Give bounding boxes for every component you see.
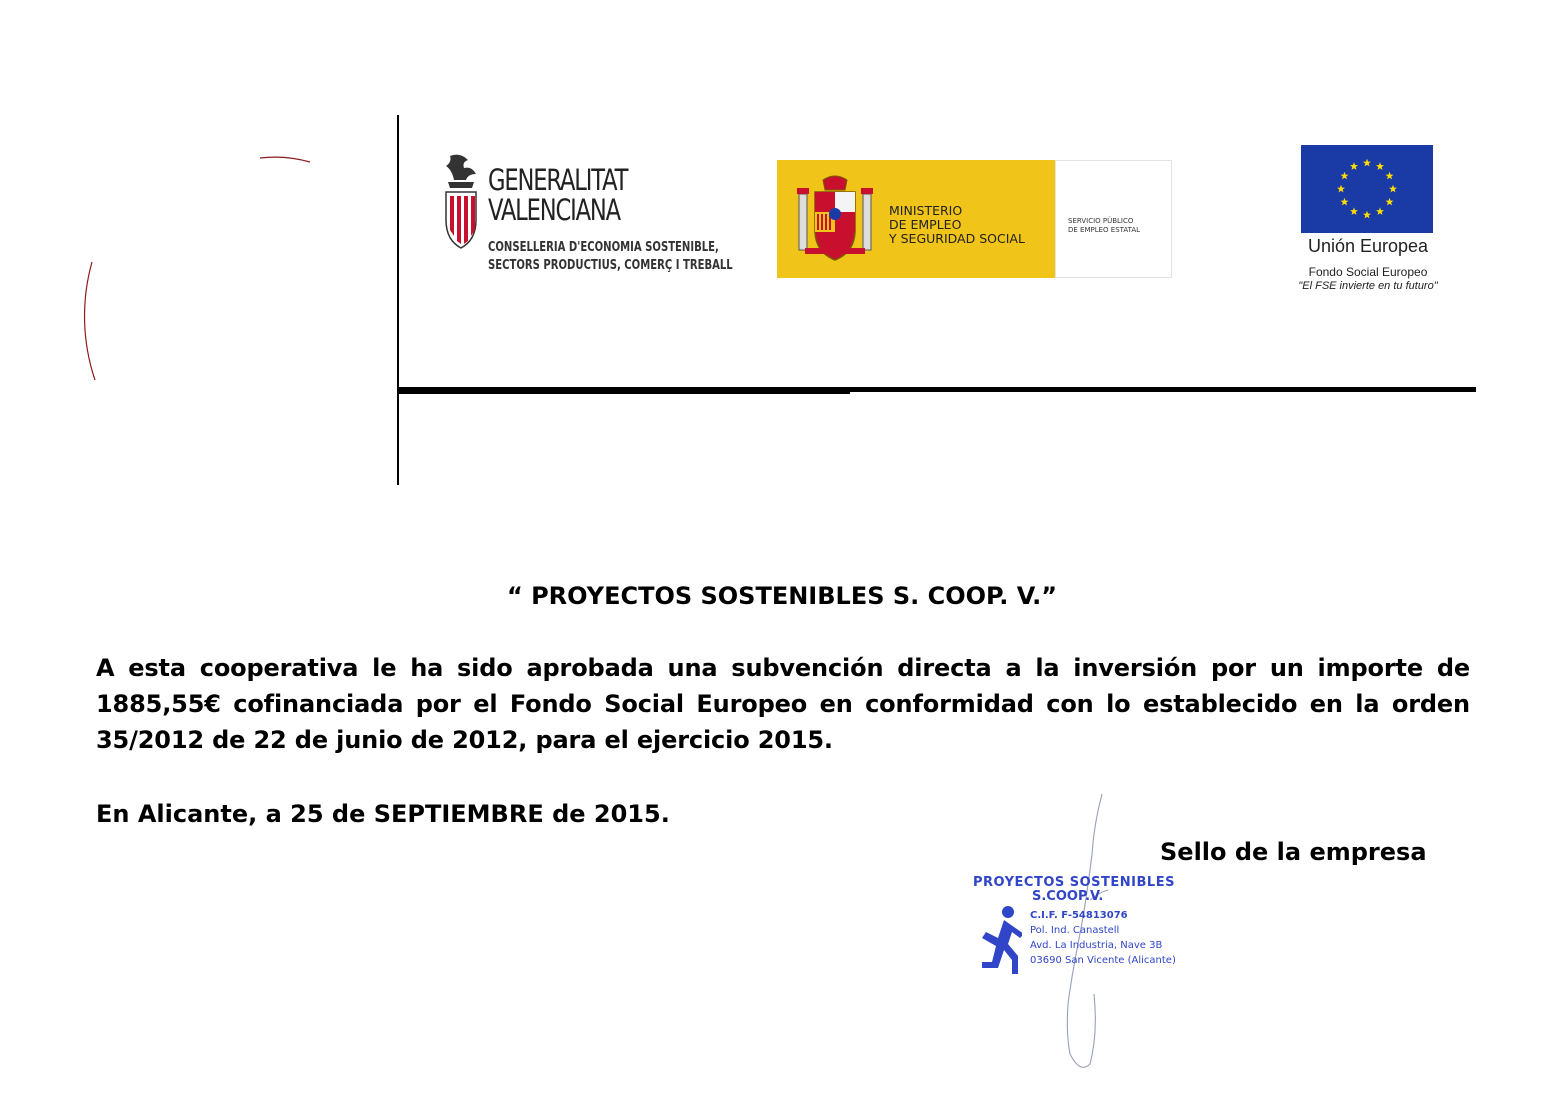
sepe-line1: SERVICIO PÚBLICO: [1068, 217, 1134, 225]
generalitat-name-line2: VALENCIANA: [488, 193, 620, 227]
company-stamp: [970, 870, 1230, 990]
eu-subtitle: Fondo Social Europeo: [1308, 265, 1428, 279]
conselleria-line2: SECTORS PRODUCTIUS, COMERÇ I TREBALL: [488, 258, 733, 273]
eu-motto: "El FSE invierte en tu futuro": [1298, 280, 1438, 292]
eu-logo: [1268, 140, 1468, 305]
conselleria-line1: CONSELLERIA D'ECONOMIA SOSTENIBLE,: [488, 240, 719, 255]
stamp-company-type: S.COOP.V.: [1032, 889, 1104, 904]
generalitat-logo: [440, 150, 770, 280]
eu-flag-icon: [1301, 145, 1433, 233]
stamp-cif: C.I.F. F-54813076: [1030, 910, 1128, 921]
eu-title: Unión Europea: [1307, 236, 1429, 256]
decorative-arc: [60, 150, 320, 410]
header-vertical-rule: [397, 115, 399, 485]
document-title: “ PROYECTOS SOSTENIBLES S. COOP. V.”: [506, 582, 1058, 610]
document-body: A esta cooperativa le ha sido aprobada una subvención directa a la inversión por un importe de 1885,55€ cofinanciada por el Fondo Social Europeo en conformidad con lo establecido en la orden 35/2012 de 22 de junio de 2012, para el ejercicio 2015.: [96, 654, 1470, 754]
stamp-address-line2: Avd. La Industria, Nave 3B: [1030, 940, 1163, 951]
ministerio-line2: DE EMPLEO: [889, 217, 962, 232]
generalitat-emblem-icon: [440, 152, 484, 252]
document-date: En Alicante, a 25 de SEPTIEMBRE de 2015.: [96, 800, 670, 828]
ministerio-logo: [777, 160, 1172, 278]
sepe-line2: DE EMPLEO ESTATAL: [1068, 226, 1141, 234]
ministerio-line1: MINISTERIO: [889, 203, 963, 218]
stamp-company-name: PROYECTOS SOSTENIBLES: [973, 875, 1175, 890]
ministerio-line3: Y SEGURIDAD SOCIAL: [889, 231, 1025, 246]
spain-coat-of-arms-icon: [795, 174, 875, 264]
seal-label: Sello de la empresa: [1160, 838, 1427, 866]
stamp-address-line3: 03690 San Vicente (Alicante): [1030, 955, 1176, 966]
stamp-address-line1: Pol. Ind. Canastell: [1030, 925, 1120, 936]
header-horizontal-rule-shadow: [398, 392, 850, 394]
running-figure-icon: [978, 904, 1022, 974]
generalitat-name-line1: GENERALITAT: [488, 163, 628, 197]
